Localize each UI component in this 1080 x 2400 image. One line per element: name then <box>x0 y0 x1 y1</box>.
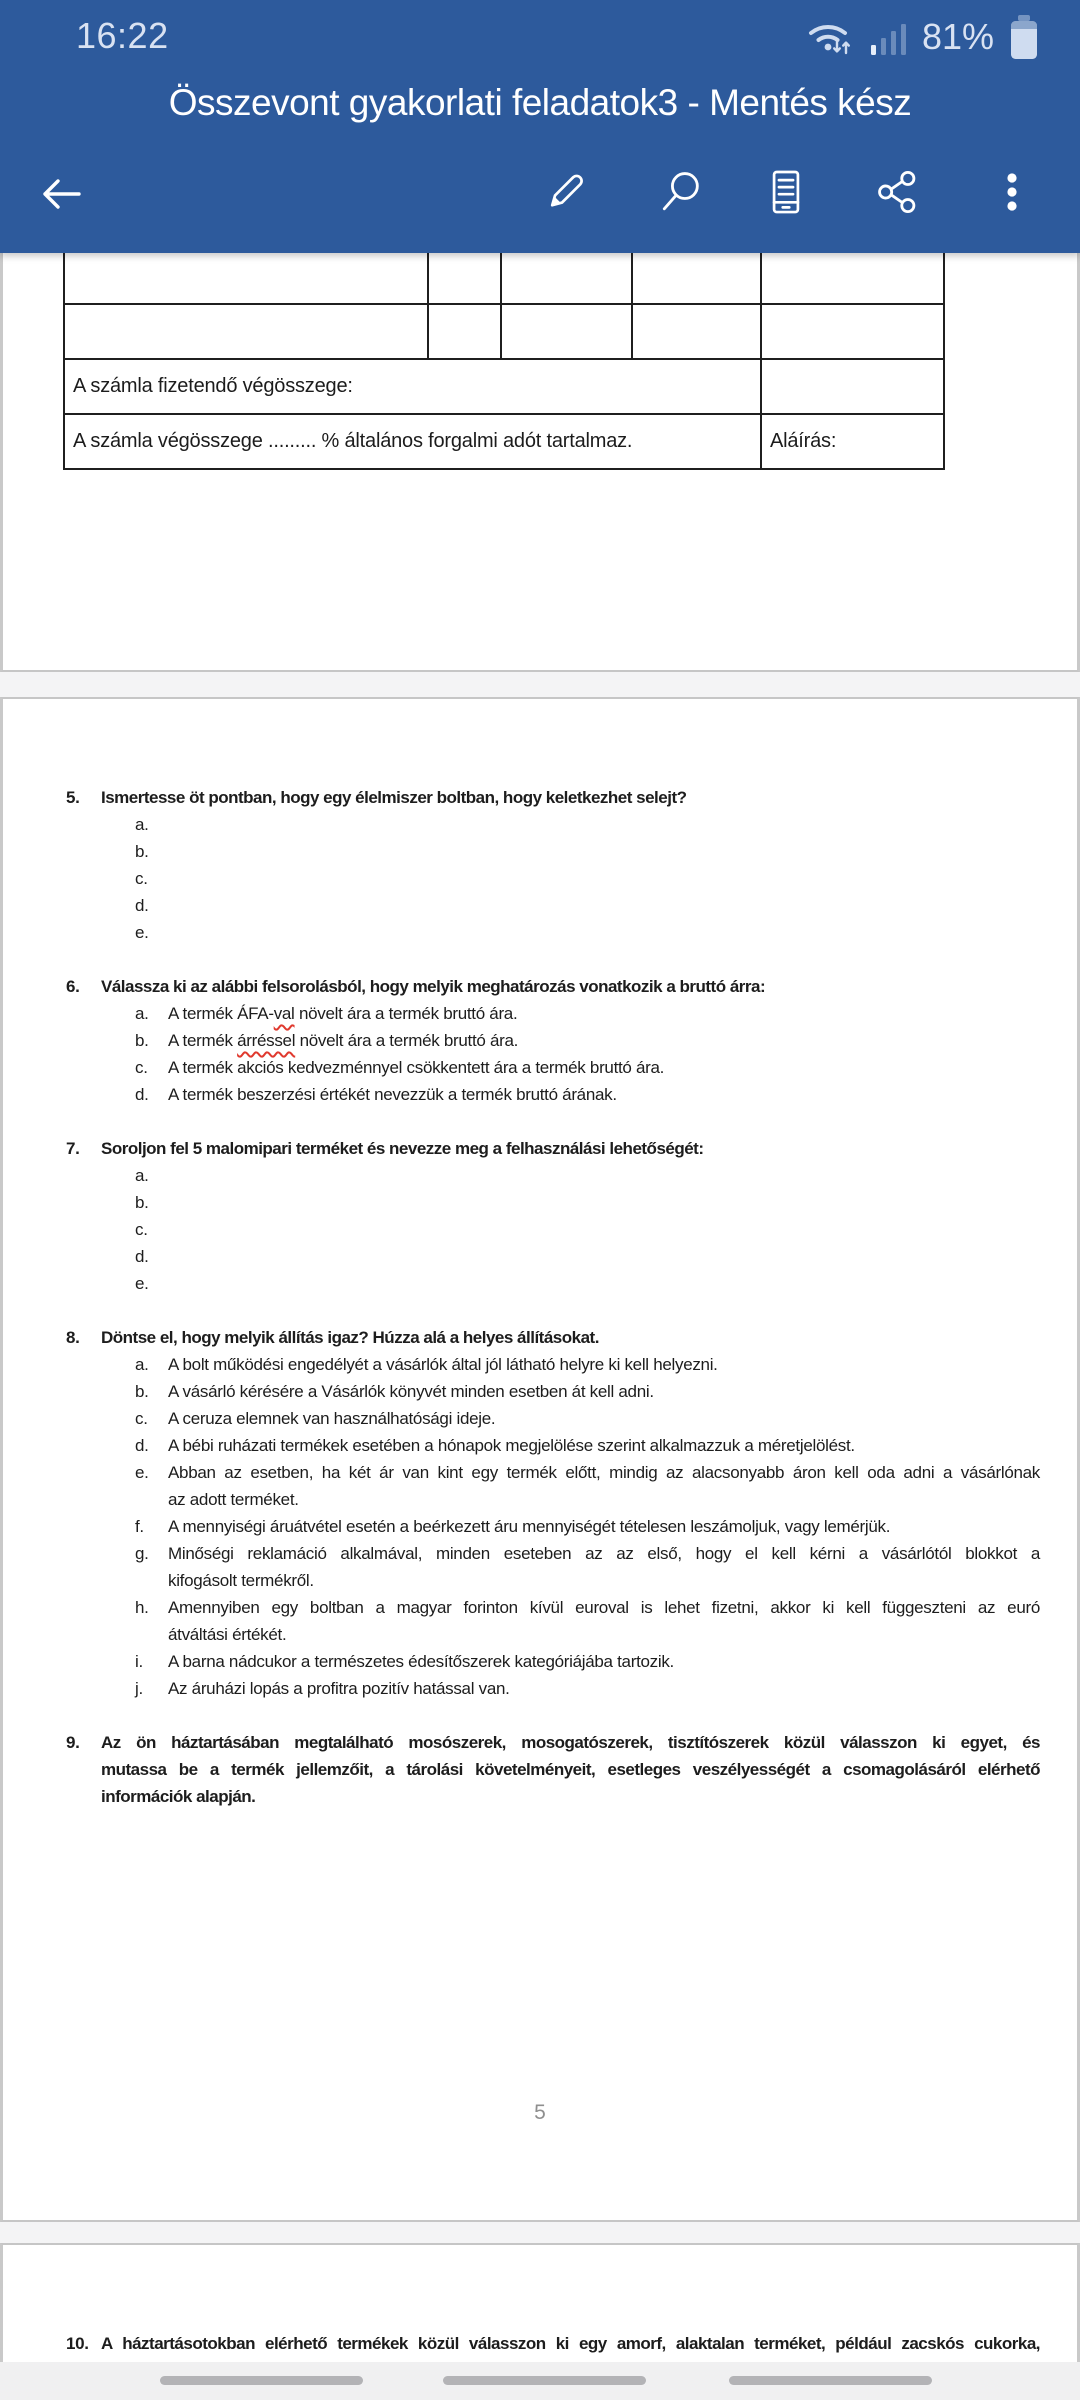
item-letter: d. <box>135 896 149 915</box>
question-text: Soroljon fel 5 malomipari terméket és nevezze meg a felhasználási lehetőségét: <box>101 1139 704 1158</box>
item-letter: d. <box>135 1436 149 1455</box>
question-text <box>168 919 1040 946</box>
status-icons <box>804 12 1040 62</box>
text-line: mutassa be a termék jellemzőit, a tárolási követelményeit, esetleges veszélyességét a csomagolásáról elérhető <box>101 1760 1040 1779</box>
question-block <box>3 1729 1077 1810</box>
question-item <box>3 1270 1077 1297</box>
question-text <box>168 1189 1040 1216</box>
misspelled-word: árréssel <box>237 1031 296 1050</box>
question-heading <box>3 1324 1077 1351</box>
question-text <box>168 892 1040 919</box>
text-line: A háztartásotokban elérhető termékek közül válasszon ki egy amorf, alaktalan terméket, például zacskós cukorka, <box>101 2334 1040 2353</box>
invoice-vat-label: A számla végösszege ......... % általános forgalmi adót tartalmaz. <box>64 414 761 469</box>
table-cell <box>428 253 501 304</box>
question-item <box>3 838 1077 865</box>
invoice-signature-label: Aláírás: <box>761 414 944 469</box>
question-text <box>168 1459 1040 1513</box>
back-arrow-icon <box>33 166 89 222</box>
question-text: Ismertesse öt pontban, hogy egy élelmiszer boltban, hogy keletkezhet selejt? <box>101 788 687 807</box>
question-text <box>168 811 1040 838</box>
invoice-table <box>63 253 945 470</box>
item-letter: i. <box>135 1652 143 1671</box>
question-heading <box>3 784 1077 811</box>
question-item <box>3 1189 1077 1216</box>
text-line: Az ön háztartásában megtalálható mosószerek, mosogatószerek, tisztítószerek közül válasszon ki egyet, és <box>101 1733 1040 1752</box>
text-segment: növelt ára a termék bruttó ára. <box>294 1004 518 1023</box>
item-letter: b. <box>135 1193 149 1212</box>
question-item <box>3 1675 1077 1702</box>
question-item <box>3 1162 1077 1189</box>
item-letter: c. <box>135 1409 148 1428</box>
question-item <box>3 1432 1077 1459</box>
page-6-content <box>3 2330 1077 2357</box>
question-text: A barna nádcukor a természetes édesítőszerek kategóriájába tartozik. <box>168 1652 674 1671</box>
question-block <box>3 1324 1077 1702</box>
question-item <box>3 1243 1077 1270</box>
question-text: A bolt működési engedélyét a vásárlók által jól látható helyre ki kell helyezni. <box>168 1355 718 1374</box>
item-letter: j. <box>135 1679 143 1698</box>
table-cell <box>632 304 761 359</box>
question-text: A vásárló kérésére a Vásárlók könyvét minden esetben át kell adni. <box>168 1382 654 1401</box>
table-cell <box>632 253 761 304</box>
search-icon <box>654 166 706 218</box>
question-text <box>168 1270 1040 1297</box>
item-letter: g. <box>135 1544 149 1563</box>
invoice-total-label: A számla fizetendő végösszege: <box>64 359 761 414</box>
question-item <box>3 1081 1077 1108</box>
question-block <box>3 973 1077 1108</box>
question-item <box>3 1216 1077 1243</box>
question-item <box>3 1648 1077 1675</box>
question-text <box>101 1729 1040 1810</box>
question-item <box>3 1000 1077 1027</box>
question-item <box>3 919 1077 946</box>
question-text <box>168 1000 1040 1027</box>
item-letter: c. <box>135 1220 148 1239</box>
document-page-4[interactable] <box>0 253 1080 672</box>
question-item <box>3 811 1077 838</box>
document-title: Összevont gyakorlati feladatok3 - Mentés kész <box>168 82 912 123</box>
text-segment: A termék ÁFA- <box>168 1004 274 1023</box>
table-cell <box>761 304 944 359</box>
table-row <box>64 253 944 304</box>
item-letter: d. <box>135 1085 149 1104</box>
edit-button[interactable] <box>537 164 593 220</box>
text-line: Amennyiben egy boltban a magyar forinton kívül euroval is lehet fizetni, akkor ki kell függeszteni az euró <box>168 1598 1040 1617</box>
share-icon <box>871 166 923 218</box>
mobile-view-button[interactable] <box>758 164 814 220</box>
question-text <box>168 1027 1040 1054</box>
status-time: 16:22 <box>76 15 169 56</box>
question-text: Döntse el, hogy melyik állítás igaz? Húzza alá a helyes állításokat. <box>101 1328 599 1347</box>
page-5-content <box>3 784 1077 1810</box>
wifi-arrows-icon <box>804 13 856 61</box>
question-number: 8. <box>66 1328 80 1347</box>
page-number: 5 <box>534 2101 546 2124</box>
table-row <box>64 304 944 359</box>
question-heading <box>3 973 1077 1000</box>
item-letter: a. <box>135 815 149 834</box>
question-text <box>168 838 1040 865</box>
item-letter: b. <box>135 842 149 861</box>
table-cell <box>501 253 632 304</box>
misspelled-word: val <box>273 1004 295 1023</box>
question-number: 10. <box>66 2334 89 2353</box>
table-row <box>64 359 944 414</box>
document-page-5[interactable] <box>0 697 1080 2222</box>
battery-percent: 81% <box>921 16 994 57</box>
nav-pill-right[interactable] <box>729 2376 932 2385</box>
table-cell <box>64 253 428 304</box>
question-text <box>168 1540 1040 1594</box>
question-text: A termék akciós kedvezménnyel csökkentett ára a termék bruttó ára. <box>168 1058 665 1077</box>
share-button[interactable] <box>869 164 925 220</box>
search-button[interactable] <box>652 164 708 220</box>
question-item <box>3 865 1077 892</box>
table-row <box>64 414 944 469</box>
item-letter: e. <box>135 1274 149 1293</box>
table-cell <box>501 304 632 359</box>
item-letter: f. <box>135 1517 144 1536</box>
document-page-6[interactable] <box>0 2243 1080 2362</box>
item-letter: h. <box>135 1598 149 1617</box>
question-text: A bébi ruházati termékek esetében a hónapok megjelölése szerint alkalmazzuk a méretjelölést. <box>168 1436 855 1455</box>
edit-pencil-icon <box>539 166 591 218</box>
question-item <box>3 1054 1077 1081</box>
text-line: információk alapján. <box>101 1787 256 1806</box>
question-block <box>3 1135 1077 1297</box>
text-segment: növelt ára a termék bruttó ára. <box>295 1031 519 1050</box>
overflow-menu-icon <box>988 166 1036 218</box>
overflow-menu-button[interactable] <box>984 164 1040 220</box>
item-letter: c. <box>135 869 148 888</box>
table-cell <box>761 253 944 304</box>
question-number: 6. <box>66 977 80 996</box>
question-item <box>3 1513 1077 1540</box>
app-header <box>0 0 1080 253</box>
question-item <box>3 1351 1077 1378</box>
item-letter: b. <box>135 1382 149 1401</box>
item-letter: e. <box>135 923 149 942</box>
question-text: Válassza ki az alábbi felsorolásból, hogy melyik meghatározás vonatkozik a bruttó árra: <box>101 977 766 996</box>
question-number: 7. <box>66 1139 80 1158</box>
mobile-view-icon <box>760 166 812 218</box>
item-letter: a. <box>135 1166 149 1185</box>
question-block <box>3 784 1077 946</box>
item-letter: e. <box>135 1463 149 1482</box>
table-cell <box>428 304 501 359</box>
question-item <box>3 892 1077 919</box>
question-text <box>168 1162 1040 1189</box>
question-item <box>3 1459 1077 1513</box>
item-letter: a. <box>135 1355 149 1374</box>
table-cell <box>761 359 944 414</box>
battery-icon <box>1008 13 1040 61</box>
back-button[interactable] <box>33 166 89 222</box>
question-text <box>168 865 1040 892</box>
question-text <box>168 1243 1040 1270</box>
question-item <box>3 1378 1077 1405</box>
question-number: 5. <box>66 788 80 807</box>
question-heading <box>3 1729 1077 1810</box>
text-line: átváltási értékét. <box>168 1625 287 1644</box>
bottom-nav-bar <box>0 2362 1080 2400</box>
question-text: A termék beszerzési értékét nevezzük a termék bruttó árának. <box>168 1085 617 1104</box>
item-letter: c. <box>135 1058 148 1077</box>
question-block <box>3 2330 1077 2357</box>
text-line: kifogásolt termékről. <box>168 1571 314 1590</box>
question-item <box>3 1027 1077 1054</box>
question-item <box>3 1405 1077 1432</box>
signal-bars-icon <box>870 14 908 60</box>
nav-pill-left[interactable] <box>160 2376 363 2385</box>
question-text <box>168 1216 1040 1243</box>
text-line: Minőségi reklamáció alkalmával, minden eseteben az az első, hogy el kell kérni a vásárlótól blokkot a <box>168 1544 1040 1563</box>
nav-pill-center[interactable] <box>443 2376 646 2385</box>
item-letter: d. <box>135 1247 149 1266</box>
question-number: 9. <box>66 1733 80 1752</box>
text-line: az adott terméket. <box>168 1490 299 1509</box>
question-text: A ceruza elemnek van használhatósági ideje. <box>168 1409 496 1428</box>
text-line: Abban az esetben, ha két ár van kint egy termék előtt, mindig az alacsonyabb áron kell oda adni a vásárlónak <box>168 1463 1040 1482</box>
question-text: Az áruházi lopás a profitra pozitív hatással van. <box>168 1679 510 1698</box>
item-letter: b. <box>135 1031 149 1050</box>
question-text <box>168 1594 1040 1648</box>
text-segment: A termék <box>168 1031 238 1050</box>
question-heading <box>3 1135 1077 1162</box>
item-letter: a. <box>135 1004 149 1023</box>
question-heading <box>3 2330 1077 2357</box>
question-text: A mennyiségi áruátvétel esetén a beérkezett áru mennyiségét tételesen leszámoljuk, vagy lemérjük. <box>168 1517 891 1536</box>
question-item <box>3 1594 1077 1648</box>
table-cell <box>64 304 428 359</box>
question-text <box>101 2330 1040 2357</box>
question-item <box>3 1540 1077 1594</box>
